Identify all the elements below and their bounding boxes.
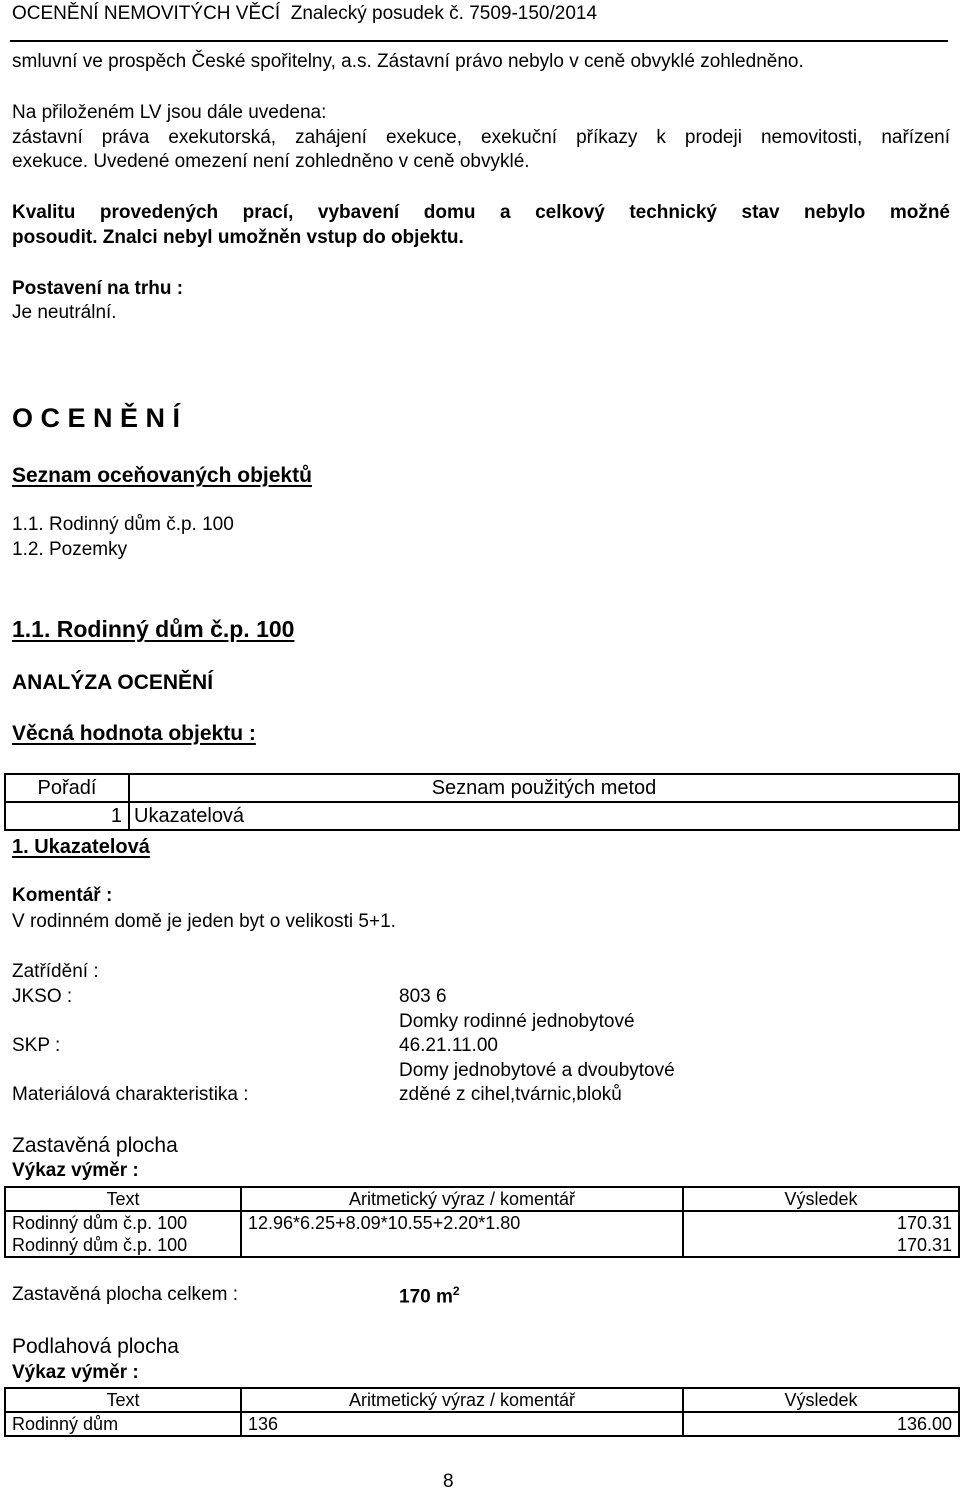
floor-col-expr: Aritmetický výraz / komentář: [241, 1388, 683, 1412]
comment-text: V rodinném domě je jeden byt o velikosti 5+1.: [12, 911, 396, 932]
floor-area-heading: Podlahová plocha: [12, 1335, 179, 1358]
floor-area-table: [4, 1387, 960, 1437]
floor-row-1-text: Rodinný dům: [5, 1412, 241, 1436]
methods-col-methods: Seznam použitých metod: [129, 774, 959, 802]
methods-table: [4, 773, 960, 831]
built-area-heading: Zastavěná plocha: [12, 1134, 178, 1157]
header-rule: [10, 40, 948, 42]
floor-row-1-result: 136.00: [683, 1412, 959, 1436]
built-row-1-result: 170.31: [683, 1211, 959, 1234]
valuation-item-1: 1.1. Rodinný dům č.p. 100: [12, 514, 234, 535]
header-title: OCENĚNÍ NEMOVITÝCH VĚCÍ: [12, 3, 281, 24]
floor-col-text: Text: [5, 1388, 241, 1412]
valuation-item-2: 1.2. Pozemky: [12, 539, 128, 560]
page-header: [12, 4, 597, 25]
quality-line-1: Kvalitu provedených prací, vybavení domu a celkový technický stav nebylo možné: [12, 202, 950, 223]
floor-area-vykaz: Výkaz výměr :: [12, 1362, 139, 1383]
object-heading: 1.1. Rodinný dům č.p. 100: [12, 616, 295, 642]
intro-line-3: zástavní práva exekutorská, zahájení exekuce, exekuční příkazy k prodeji nemovitosti, nařízení: [12, 127, 950, 148]
value-heading: Věcná hodnota objektu :: [12, 722, 256, 745]
built-row-1-expr: 12.96*6.25+8.09*10.55+2.20*1.80: [241, 1211, 683, 1234]
built-area-vykaz: Výkaz výměr :: [12, 1160, 139, 1181]
built-total-value: [399, 1285, 460, 1308]
skp-value: 46.21.11.00: [399, 1035, 498, 1056]
floor-col-result: Výsledek: [683, 1388, 959, 1412]
built-col-result: Výsledek: [683, 1187, 959, 1211]
jkso-desc: Domky rodinné jednobytové: [399, 1011, 635, 1032]
intro-line-4: exekuce. Uvedené omezení není zohledněno v ceně obvyklé.: [12, 151, 530, 172]
table-row: [5, 1412, 959, 1436]
market-heading: Postavení na trhu :: [12, 278, 184, 299]
built-col-text: Text: [5, 1187, 241, 1211]
comment-label: Komentář :: [12, 885, 113, 906]
skp-label: SKP :: [12, 1035, 61, 1056]
material-label: Materiálová charakteristika :: [12, 1084, 249, 1105]
intro-line-1: smluvní ve prospěch České spořitelny, a.s. Zástavní právo nebylo v ceně obvyklé zohledněno.: [12, 51, 804, 72]
built-col-expr: Aritmetický výraz / komentář: [241, 1187, 683, 1211]
table-row: [5, 1211, 959, 1234]
method-heading: 1. Ukazatelová: [12, 836, 150, 858]
built-row-2-text: Rodinný dům č.p. 100: [5, 1234, 241, 1257]
built-total-exponent: 2: [452, 1284, 460, 1298]
floor-row-1-expr: 136: [241, 1412, 683, 1436]
page-number: 8: [443, 1471, 454, 1492]
built-row-2-expr: [241, 1234, 683, 1257]
table-row: [5, 1234, 959, 1257]
methods-row-num: 1: [5, 802, 129, 830]
built-row-1-text: Rodinný dům č.p. 100: [5, 1211, 241, 1234]
material-value: zděné z cihel,tvárnic,bloků: [399, 1084, 622, 1105]
built-area-table: [4, 1186, 960, 1258]
header-subtitle: Znalecký posudek č. 7509-150/2014: [290, 3, 598, 24]
built-row-2-result: 170.31: [683, 1234, 959, 1257]
valuation-list-heading: Seznam oceňovaných objektů: [12, 464, 312, 487]
valuation-title: O C E N Ě N Í: [12, 403, 181, 433]
analysis-heading: ANALÝZA OCENĚNÍ: [12, 671, 214, 694]
jkso-value: 803 6: [399, 986, 447, 1007]
built-total-label: Zastavěná plocha celkem :: [12, 1284, 239, 1305]
skp-desc: Domy jednobytové a dvoubytové: [399, 1060, 675, 1081]
jkso-label: JKSO :: [12, 986, 73, 1007]
quality-line-2: posoudit. Znalci nebyl umožněn vstup do objektu.: [12, 227, 464, 248]
built-total-number: 170 m: [399, 1286, 453, 1308]
methods-row-method: Ukazatelová: [129, 802, 959, 830]
market-text: Je neutrální.: [12, 302, 117, 323]
intro-line-2: Na přiloženém LV jsou dále uvedena:: [12, 102, 327, 123]
classification-heading: Zatřídění :: [12, 961, 99, 982]
methods-col-order: Pořadí: [5, 774, 129, 802]
